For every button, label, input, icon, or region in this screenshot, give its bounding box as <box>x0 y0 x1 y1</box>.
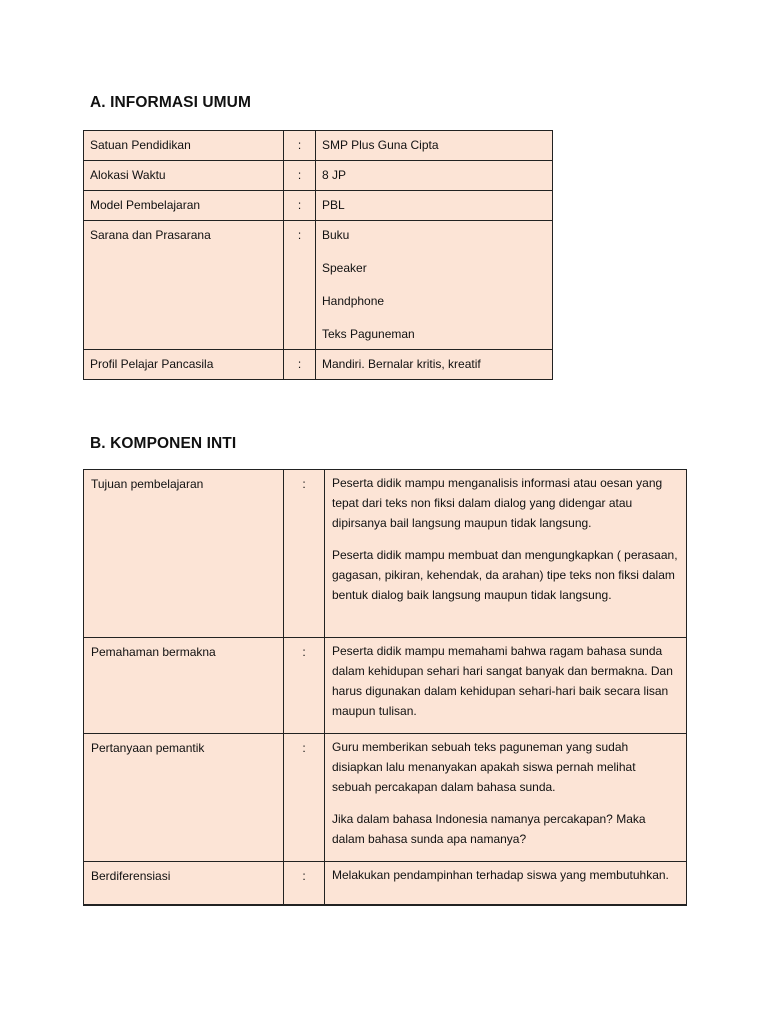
paragraph: Guru memberikan sebuah teks paguneman yang sudah disiapkan lalu menanyakan apakah siswa pernah melihat sebuah percakapan dalam bahasa sunda. <box>332 740 636 794</box>
table-row <box>84 350 553 380</box>
table-row <box>84 161 553 191</box>
row-value: PBL <box>316 191 553 221</box>
section-a-heading: A. INFORMASI UMUM <box>90 94 251 111</box>
row-separator: : <box>284 470 325 638</box>
row-content <box>325 734 687 862</box>
row-content <box>325 470 687 638</box>
row-separator: : <box>284 638 325 734</box>
section-b-heading: B. KOMPONEN INTI <box>90 435 237 452</box>
row-label: Pemahaman bermakna <box>84 638 284 734</box>
row-separator: : <box>284 131 316 161</box>
table-row <box>84 470 687 638</box>
table-row <box>84 862 687 906</box>
komponen-inti-table <box>83 469 687 906</box>
row-label: Alokasi Waktu <box>84 161 284 191</box>
row-label: Pertanyaan pemantik <box>84 734 284 862</box>
table-row <box>84 734 687 862</box>
row-value: 8 JP <box>316 161 553 191</box>
list-item: Handphone <box>322 294 385 308</box>
row-separator: : <box>284 191 316 221</box>
row-label: Tujuan pembelajaran <box>84 470 284 638</box>
list-item: Buku <box>322 228 350 242</box>
row-value: Mandiri. Bernalar kritis, kreatif <box>316 350 553 380</box>
row-separator: : <box>284 862 325 906</box>
paragraph: Peserta didik mampu menganalisis informasi atau oesan yang tepat dari teks non fiksi dalam dialog yang didengar atau dipirsanya bail langsung maupun tidak langsung. <box>332 476 663 530</box>
paragraph: Jika dalam bahasa Indonesia namanya percakapan? Maka dalam bahasa sunda apa namanya? <box>332 812 646 846</box>
row-label: Model Pembelajaran <box>84 191 284 221</box>
row-label: Berdiferensiasi <box>84 862 284 906</box>
table-row <box>84 131 553 161</box>
row-separator: : <box>284 734 325 862</box>
table-row <box>84 221 553 350</box>
informasi-umum-table <box>83 130 553 380</box>
row-label: Sarana dan Prasarana <box>84 221 284 350</box>
row-label: Satuan Pendidikan <box>84 131 284 161</box>
row-content <box>325 862 687 906</box>
table-row <box>84 191 553 221</box>
row-label: Profil Pelajar Pancasila <box>84 350 284 380</box>
row-value-list <box>316 221 553 350</box>
paragraph: Peserta didik mampu memahami bahwa ragam bahasa sunda dalam kehidupan sehari hari sangat banyak dan bermakna. Dan harus digunakan dalam kehidupan sehari-hari baik secara lisan maupun tulisan. <box>332 644 673 718</box>
row-content <box>325 638 687 734</box>
table-row <box>84 638 687 734</box>
list-item: Teks Paguneman <box>322 327 415 341</box>
list-item: Speaker <box>322 261 367 275</box>
paragraph: Melakukan pendampinhan terhadap siswa yang membutuhkan. <box>332 868 669 882</box>
row-separator: : <box>284 221 316 350</box>
paragraph: Peserta didik mampu membuat dan mengungkapkan ( perasaan, gagasan, pikiran, kehendak, da arahan) tipe teks non fiksi dalam bentuk dialog baik langsung maupun tidak langsung. <box>332 548 678 602</box>
row-value: SMP Plus Guna Cipta <box>316 131 553 161</box>
row-separator: : <box>284 350 316 380</box>
row-separator: : <box>284 161 316 191</box>
